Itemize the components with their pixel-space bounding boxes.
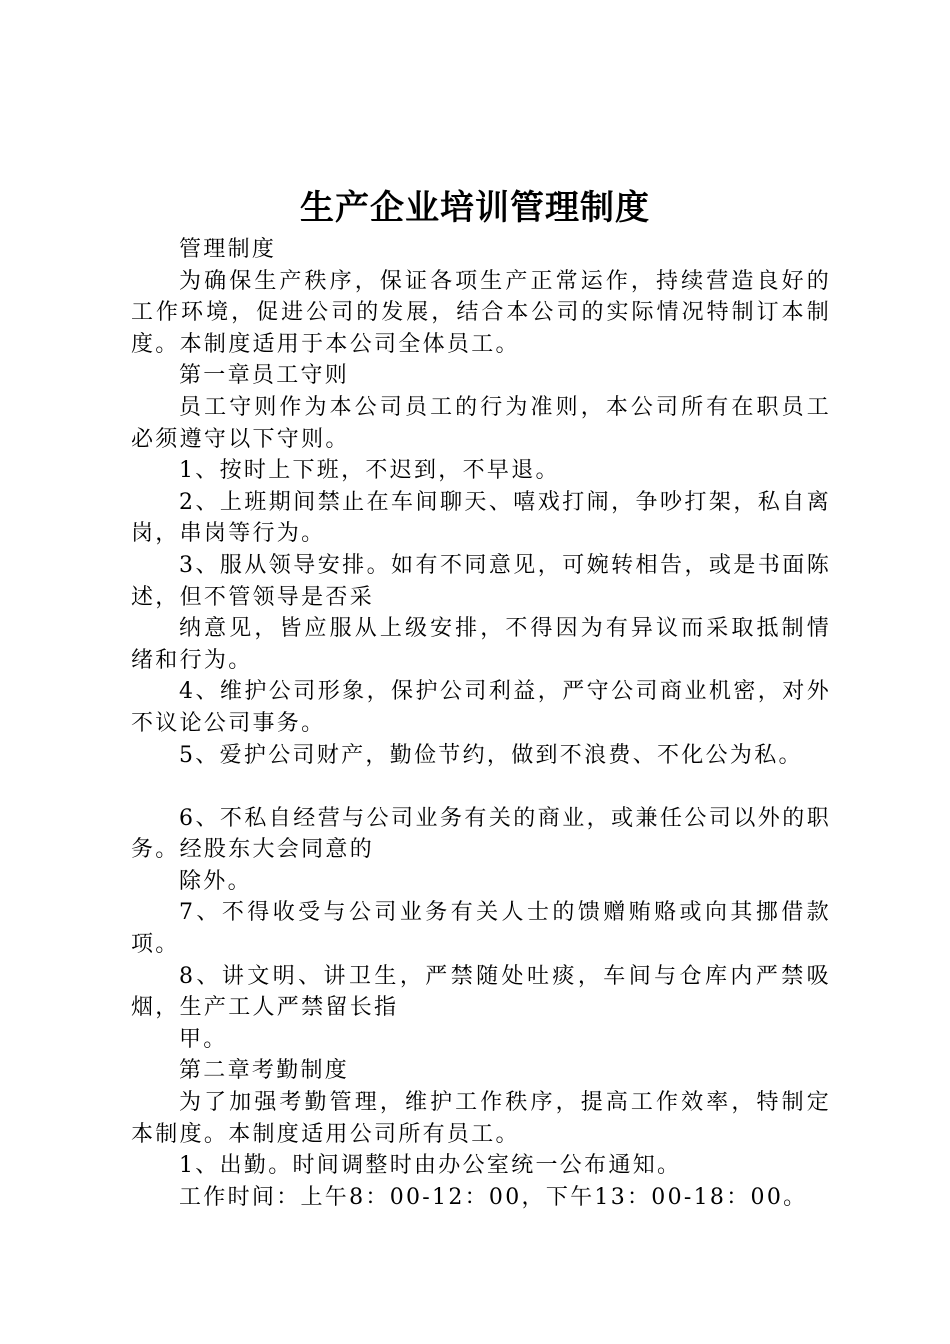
- rule-item-8-continued: 甲。: [179, 1026, 228, 1052]
- rule-item-7: 7、不得收受与公司业务有关人士的馈赠贿赂或向其挪借款项。: [131, 900, 831, 958]
- rule-item-3-continued: 纳意见，皆应服从上级安排，不得因为有异议而采取抵制情绪和行为。: [131, 616, 831, 673]
- section-heading-management: 管理制度: [179, 237, 277, 262]
- rule-item-1: 1、按时上下班，不迟到，不早退。: [179, 458, 560, 484]
- chapter-2-intro: 为了加强考勤管理，维护工作秩序，提高工作效率，特制定本制度。本制度适用公司所有员工。: [131, 1090, 831, 1147]
- working-hours: 工作时间：上午8：00-12：00，下午13：00-18：00。: [179, 1184, 808, 1210]
- intro-paragraph: 为确保生产秩序，保证各项生产正常运作，持续营造良好的工作环境，促进公司的发展，结合本公司的实际情况特制订本制度。本制度适用于本公司全体员工。: [131, 268, 831, 357]
- document-body: [131, 234, 831, 1213]
- rule-item-8: 8、讲文明、讲卫生，严禁随处吐痰，车间与仓库内严禁吸烟，生产工人严禁留长指: [131, 963, 831, 1021]
- rule-item-6-continued: 除外。: [179, 868, 252, 894]
- rule-item-3: 3、服从领导安排。如有不同意见，可婉转相告，或是书面陈述，但不管领导是否采: [131, 552, 831, 610]
- attendance-item-1: 1、出勤。时间调整时由办公室统一公布通知。: [179, 1153, 682, 1179]
- document-title: 生产企业培训管理制度: [300, 188, 650, 228]
- rule-item-4: 4、维护公司形象，保护公司利益，严守公司商业机密，对外不议论公司事务。: [131, 679, 831, 736]
- chapter-1-intro: 员工守则作为本公司员工的行为准则，本公司所有在职员工必须遵守以下守则。: [131, 394, 831, 452]
- rule-item-2: 2、上班期间禁止在车间聊天、嘻戏打闹，争吵打架，私自离岗，串岗等行为。: [131, 489, 831, 547]
- chapter-heading-1: 第一章员工守则: [179, 363, 350, 389]
- blank-line: [131, 771, 831, 803]
- rule-item-5: 5、爱护公司财产，勤俭节约，做到不浪费、不化公为私。: [179, 742, 803, 768]
- chapter-heading-2: 第二章考勤制度: [179, 1058, 350, 1084]
- rule-item-6: 6、不私自经营与公司业务有关的商业，或兼任公司以外的职务。经股东大会同意的: [131, 805, 831, 863]
